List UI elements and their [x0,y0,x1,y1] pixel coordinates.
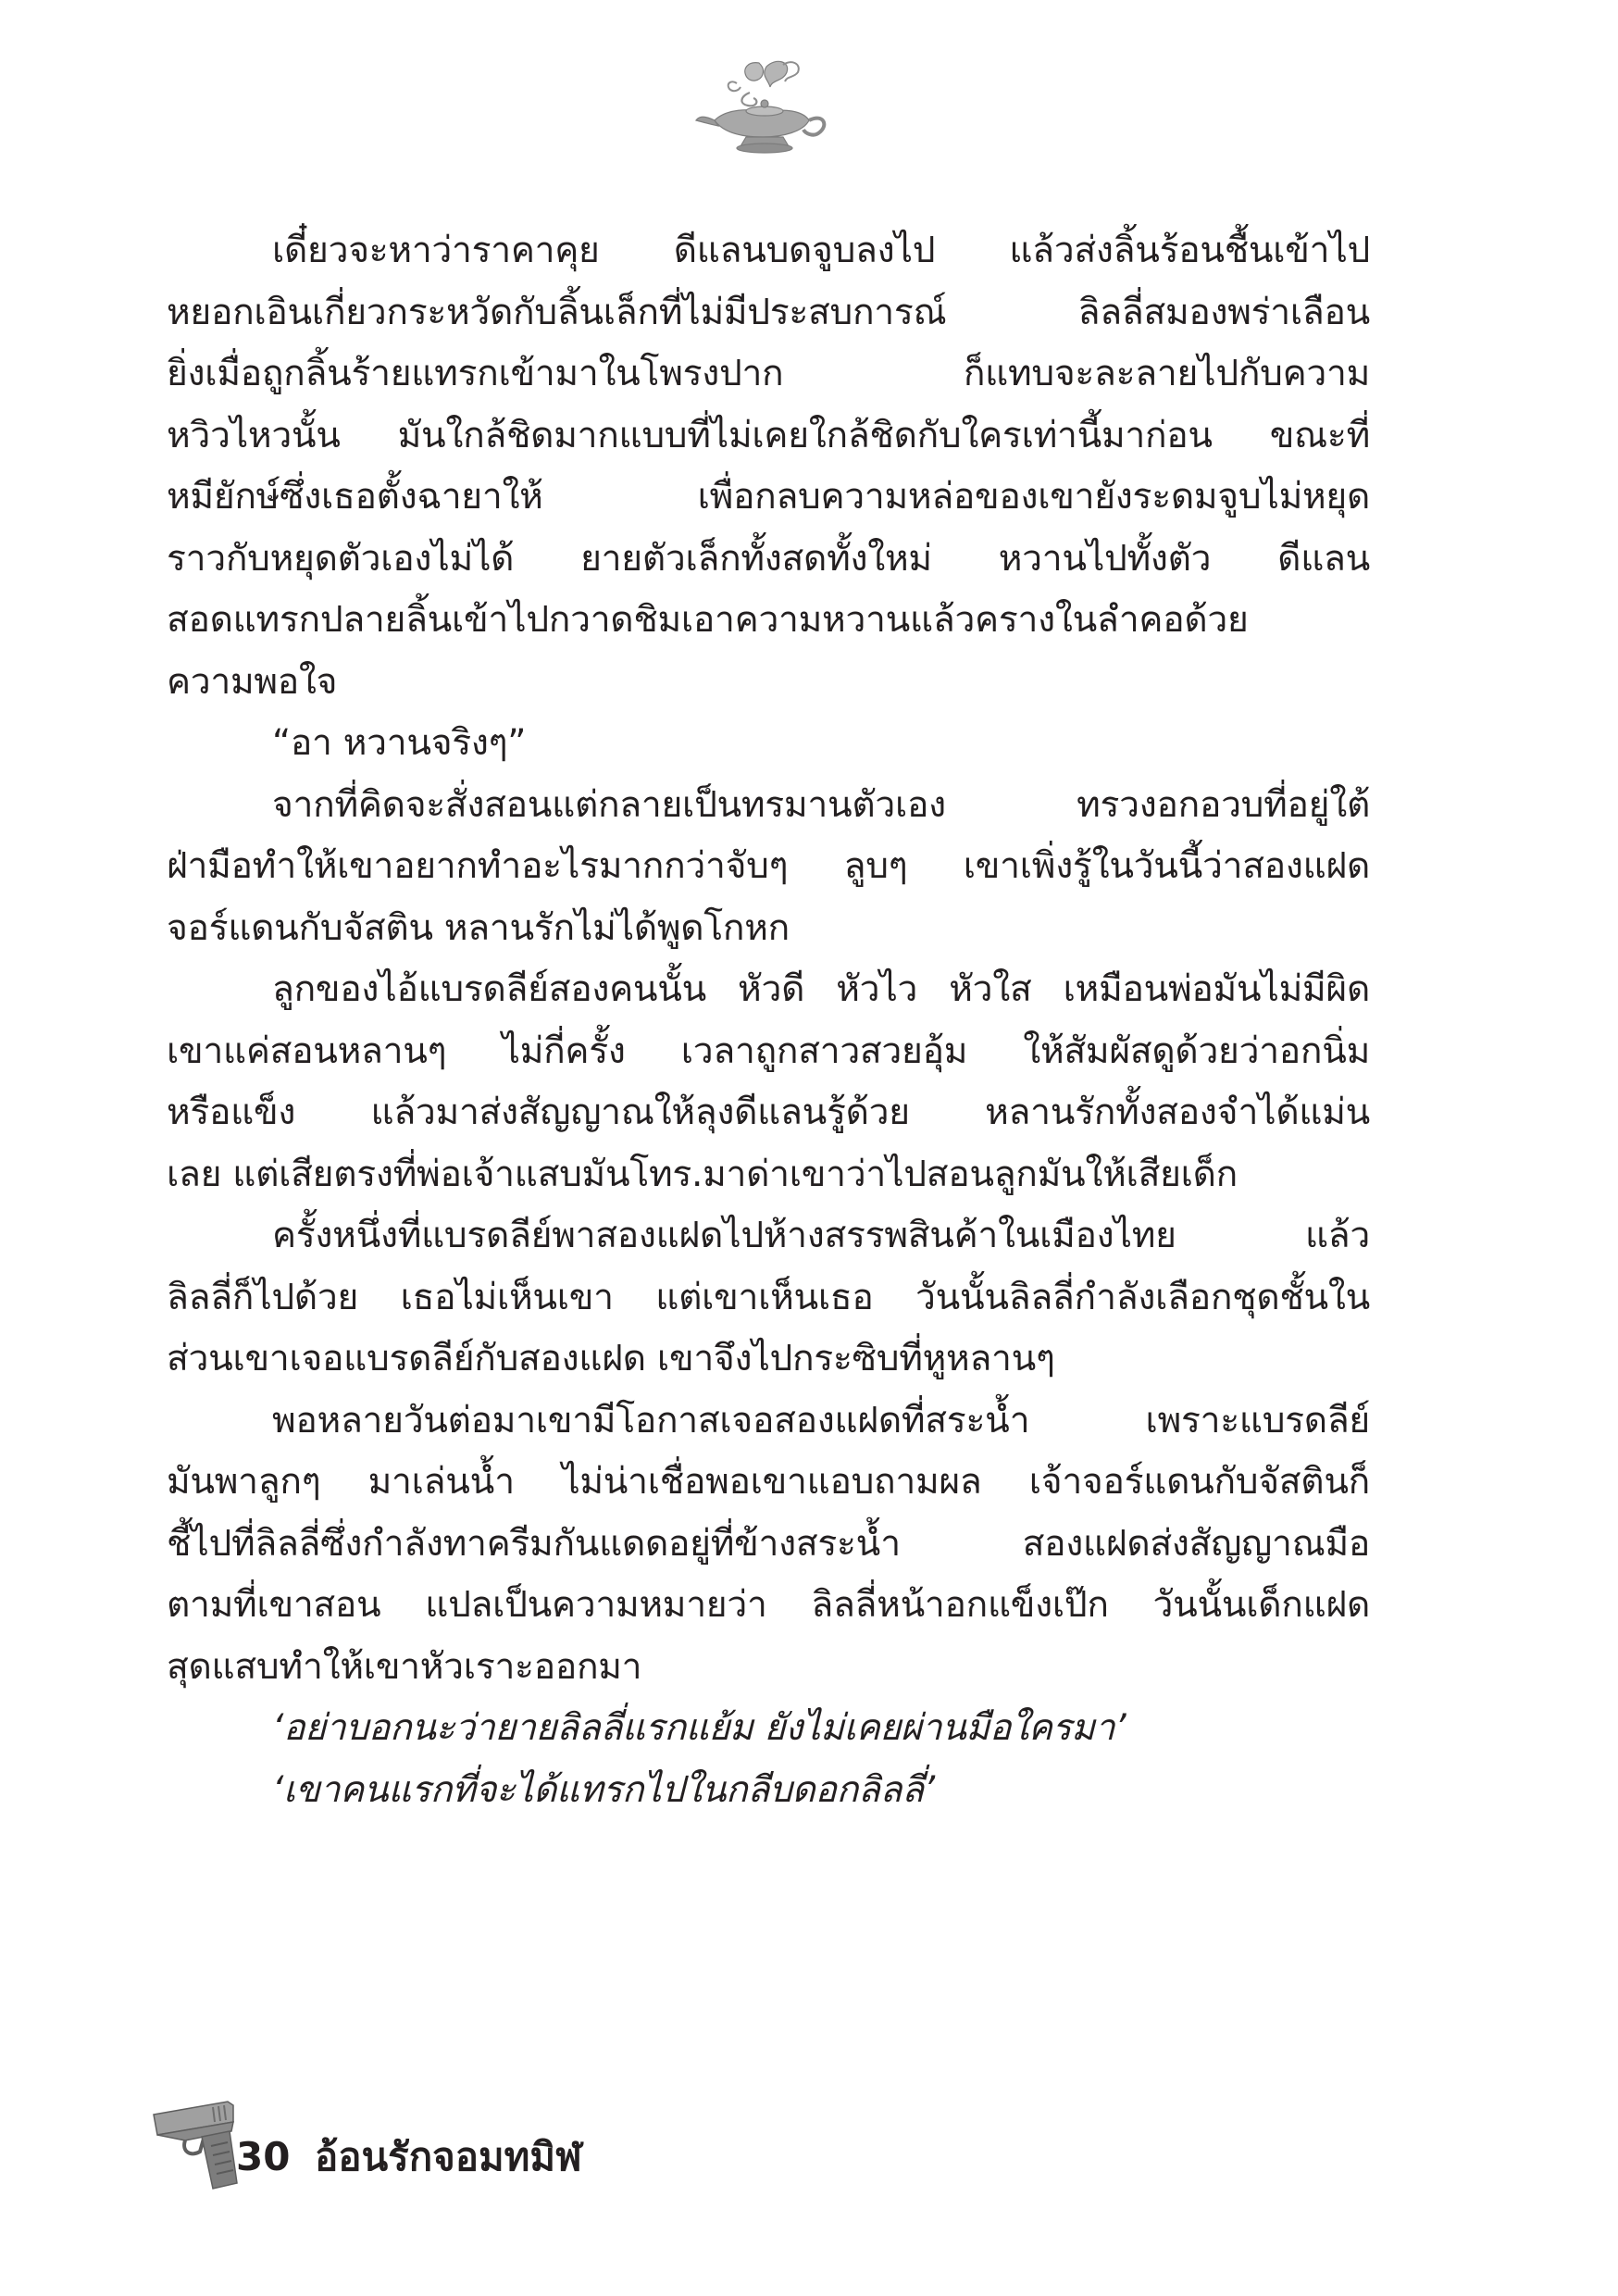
text-line: ‘เขาคนแรกที่จะได้แทรกไปในกลีบดอกลิลลี่’ [272,1768,935,1811]
text-line: พอหลายวันต่อมาเขามีโอกาสเจอสองแฝดที่สระน้ำ เพราะแบรดลีย์ [272,1399,1370,1441]
text-line: ชี้ไปที่ลิลลี่ซึ่งกำลังทาครีมกันแดดอยู่ที่ข้างสระน้ำ สองแฝดส่งสัญญาณมือ [167,1522,1370,1565]
text-line: จอร์แดนกับจัสติน หลานรักไม่ได้พูดโกหก [167,906,790,949]
text-line: สอดแทรกปลายลิ้นเข้าไปกวาดชิมเอาความหวานแล้วครางในลำคอด้วย [167,599,1249,641]
page-number: 30 [236,2134,291,2179]
text-line: เดี๋ยวจะหาว่าราคาคุย ดีแลนบดจูบลงไป แล้วส่งลิ้นร้อนชื้นเข้าไป [272,230,1370,271]
text-line: ตามที่เขาสอน แปลเป็นความหมายว่า ลิลลี่หน้าอกแข็งเป๊ก วันนั้นเด็กแฝด [167,1584,1370,1626]
text-line: ‘อย่าบอกนะว่ายายลิลลี่แรกแย้ม ยังไม่เคยผ่านมือใครมา’ [272,1707,1126,1749]
page-footer [148,2094,796,2196]
pistol-icon [148,2094,241,2191]
text-line: จากที่คิดจะสั่งสอนแต่กลายเป็นทรมานตัวเอง ทรวงอกอวบที่อยู่ใต้ [272,783,1370,826]
text-line: ลิลลี่ก็ไปด้วย เธอไม่เห็นเขา แต่เขาเห็นเธอ วันนั้นลิลลี่กำลังเลือกชุดชั้นใน [167,1276,1370,1318]
text-line: ลูกของไอ้แบรดลีย์สองคนนั้น หัวดี หัวไว หัวใส เหมือนพ่อมันไม่มีผิด [272,968,1370,1010]
text-line: มันพาลูกๆ มาเล่นน้ำ ไม่น่าเชื่อพอเขาแอบถามผล เจ้าจอร์แดนกับจัสตินก็ [167,1461,1370,1503]
text-line: ความพอใจ [167,660,338,703]
text-line: เลย แต่เสียตรงที่พ่อเจ้าแสบมันโทร.มาด่าเขาว่าไปสอนลูกมันให้เสียเด็ก [167,1153,1238,1195]
magic-lamp-cupid-icon [694,56,833,157]
text-line: ครั้งหนึ่งที่แบรดลีย์พาสองแฝดไปห้างสรรพสินค้าในเมืองไทย แล้ว [272,1215,1370,1256]
text-line: สุดแสบทำให้เขาหัวเราะออกมา [167,1645,642,1688]
text-line: เขาแค่สอนหลานๆ ไม่กี่ครั้ง เวลาถูกสาวสวยอุ้ม ให้สัมผัสดูด้วยว่าอกนิ่ม [167,1029,1370,1072]
text-line: หมียักษ์ซึ่งเธอตั้งฉายาให้ เพื่อกลบความหล่อของเขายังระดมจูบไม่หยุด [167,476,1370,518]
text-line: หรือแข็ง แล้วมาส่งสัญญาณให้ลุงดีแลนรู้ด้วย หลานรักทั้งสองจำได้แม่น [167,1092,1370,1133]
text-line: ฝ่ามือทำให้เขาอยากทำอะไรมากกว่าจับๆ ลูบๆ เขาเพิ่งรู้ในวันนี้ว่าสองแฝด [167,845,1370,887]
body-text [167,220,1370,1821]
text-line: “อา หวานจริงๆ” [272,722,527,764]
text-line: ส่วนเขาเจอแบรดลีย์กับสองแฝด เขาจึงไปกระซิบที่หูหลานๆ [167,1338,1055,1379]
text-line: หวิวไหวนั้น มันใกล้ชิดมากแบบที่ไม่เคยใกล้ชิดกับใครเท่านี้มาก่อน ขณะที่ [167,414,1370,456]
text-line: หยอกเอินเกี่ยวกระหวัดกับลิ้นเล็กที่ไม่มีประสบการณ์ ลิลลี่สมองพร่าเลือน [167,291,1370,333]
text-line: ยิ่งเมื่อถูกลิ้นร้ายแทรกเข้ามาในโพรงปาก ก็แทบจะละลายไปกับความ [167,353,1370,394]
book-title: อ้อนรักจอมทมิฬ [315,2134,582,2179]
text-line: ราวกับหยุดตัวเองไม่ได้ ยายตัวเล็กทั้งสดทั้งใหม่ หวานไปทั้งตัว ดีแลน [167,537,1370,580]
